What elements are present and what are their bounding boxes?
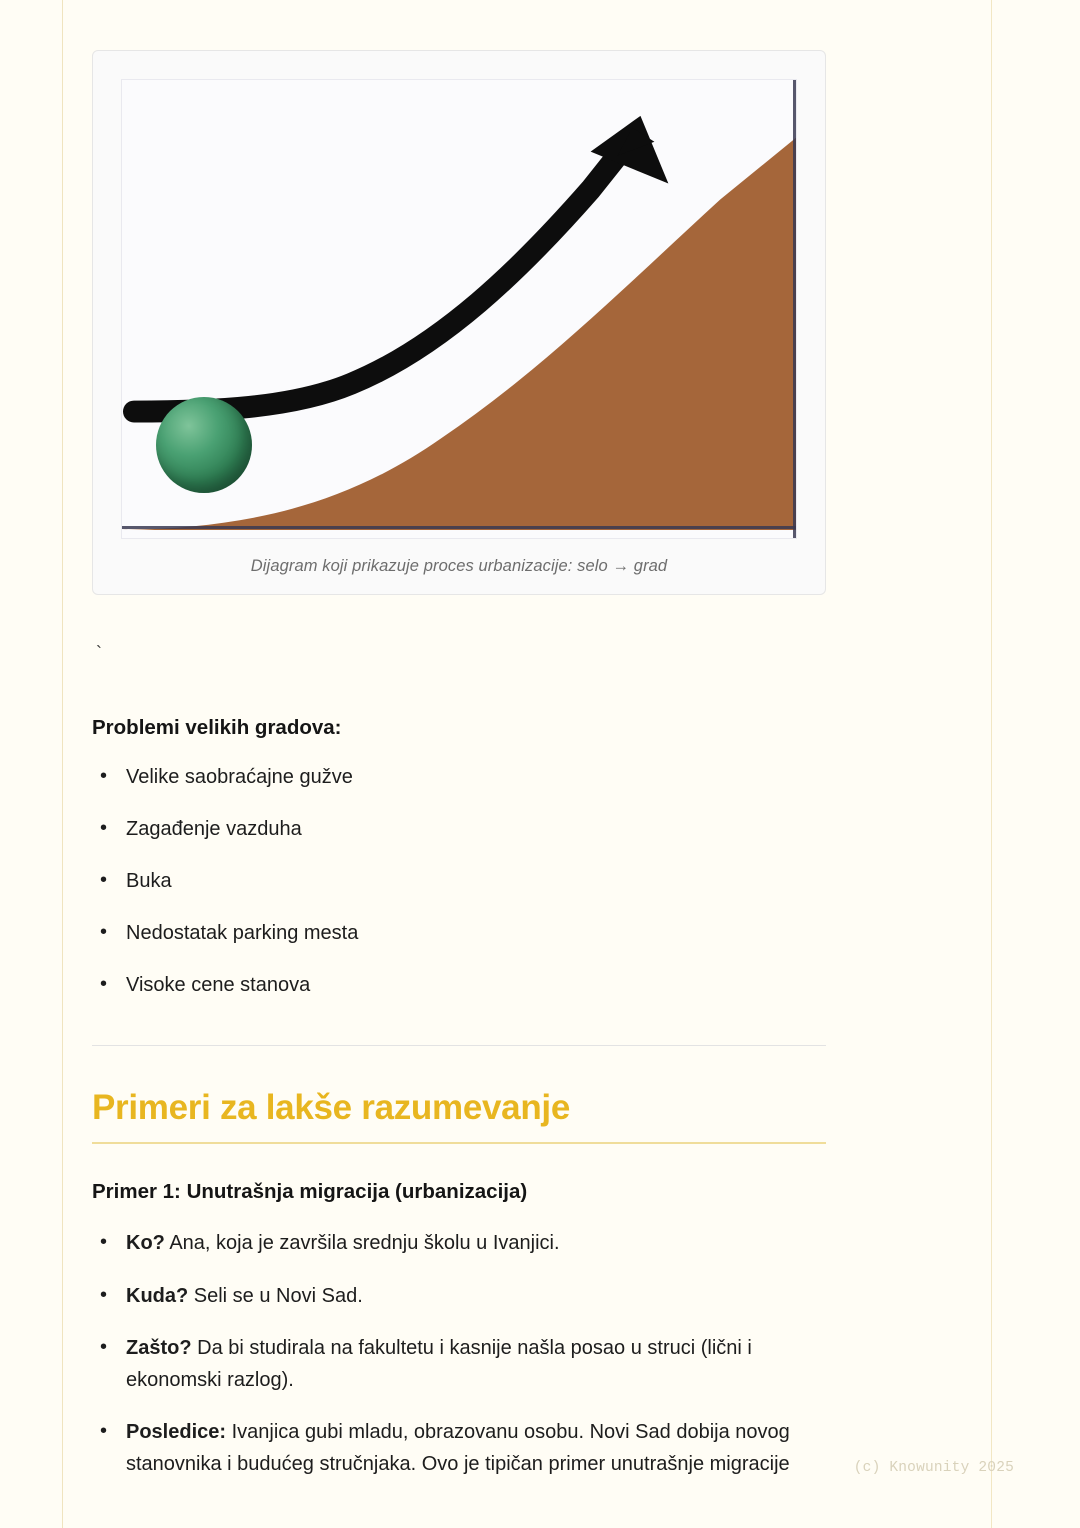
list-item: • Visoke cene stanova <box>122 970 920 1001</box>
watermark: (c) Knowunity 2025 <box>853 1460 1014 1476</box>
list-item <box>122 1333 846 1396</box>
page-left-rule <box>62 0 63 1528</box>
list-item-text: Da bi studirala na fakultetu i kasnije našla posao u struci (lični i ekonomski razlog). <box>126 1337 752 1391</box>
list-item-text: Ana, koja je završila srednju školu u Ivanjici. <box>164 1232 560 1254</box>
list-item <box>122 1281 846 1313</box>
list-item <box>122 1228 846 1260</box>
list-item: • Nedostatak parking mesta <box>122 918 920 949</box>
page-right-rule <box>991 0 992 1528</box>
diagram-baseline <box>122 526 796 529</box>
page-title: Primeri za lakše razumevanje <box>92 1088 570 1127</box>
title-underline <box>92 1142 826 1144</box>
example-heading: Primer 1: Unutrašnja migracija (urbanizacija) <box>92 1180 528 1203</box>
list-item-text: Seli se u Novi Sad. <box>188 1284 363 1307</box>
list-item: • Velike saobraćajne gužve <box>122 762 920 793</box>
figure-caption: Dijagram koji prikazuje proces urbanizacije: selo → grad <box>250 557 668 575</box>
list-item-text: Ivanjica gubi mladu, obrazovanu osobu. Novi Sad dobija novog stanovnika i budućeg stručnjaka. Ovo je tipičan primer unutrašnje migracije <box>126 1421 790 1475</box>
list-item <box>122 1417 846 1480</box>
list-item-lead: Ko? <box>126 1232 165 1254</box>
list-item: • Zagađenje vazduha <box>122 814 920 845</box>
example-list <box>92 1228 920 1481</box>
stray-backtick-text: ` <box>96 643 102 663</box>
urbanization-diagram <box>121 79 797 539</box>
list-item-lead: Posledice: <box>126 1421 227 1444</box>
page-content <box>92 0 920 1481</box>
list-item-lead: Zašto? <box>126 1337 192 1360</box>
figure-card <box>92 50 826 595</box>
diagram-right-axis <box>793 80 796 538</box>
problems-list <box>92 762 920 1001</box>
list-item-lead: Kuda? <box>126 1284 189 1307</box>
problems-heading: Problemi velikih gradova: <box>92 716 342 739</box>
section-divider <box>92 1045 826 1046</box>
list-item: • Buka <box>122 866 920 897</box>
green-sphere-icon <box>156 397 252 493</box>
